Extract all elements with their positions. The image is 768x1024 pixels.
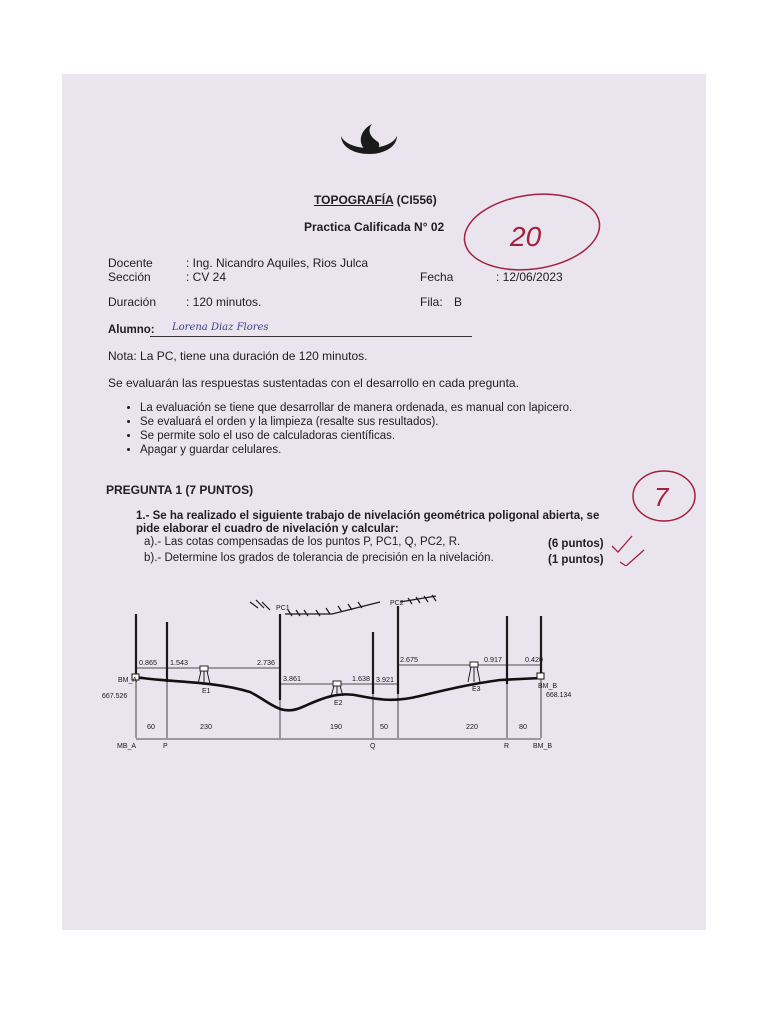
pc2-hatch: [400, 595, 436, 604]
distance-label: 60: [147, 722, 155, 731]
course-title: [314, 193, 437, 207]
question1-item-a: a).- Las cotas compensadas de los puntos P, PC1, Q, PC2, R.: [144, 536, 461, 548]
distance-label: 80: [519, 722, 527, 731]
reading-label: 1.543: [170, 658, 188, 667]
rules-list: [122, 401, 572, 457]
station-label: E1: [202, 688, 211, 695]
bm-a-label: BM_A: [118, 677, 138, 684]
fecha-value: : 12/06/2023: [496, 270, 563, 284]
fecha-label: Fecha: [420, 270, 454, 284]
question1-item-b: b).- Determine los grados de tolerancia de precisión en la nivelación.: [144, 552, 494, 564]
university-logo: [338, 122, 400, 166]
bm-b-elevation: 668.134: [546, 692, 572, 699]
exam-title: Practica Calificada N° 02: [304, 220, 445, 234]
point-label: BM_B: [533, 743, 553, 750]
reading-label: 3.861: [283, 674, 301, 683]
distance-label: 190: [330, 722, 342, 731]
alumno-signature: Lorena Diaz Flores: [172, 322, 269, 333]
point-label: Q: [370, 743, 376, 750]
list-item: • Se evaluará el orden y la limpieza (resalte sus resultados).: [140, 415, 572, 429]
bm-b-label: BM_B: [538, 683, 558, 690]
docente-value: : Ing. Nicandro Aquiles, Rios Julca: [186, 256, 369, 270]
question1-item-a-points: (6 puntos): [548, 538, 604, 550]
alumno-line: [150, 336, 472, 337]
course-code: (CI556): [393, 193, 437, 207]
exam-paper: [62, 74, 706, 930]
total-grade-text: 20: [510, 221, 542, 252]
reading-label: 3.921: [376, 675, 394, 684]
bm-b-marker: [537, 673, 544, 679]
reading-label: 1.638: [352, 674, 370, 683]
reading-label: 2.675: [400, 655, 418, 664]
seccion-label: Sección: [108, 270, 151, 284]
checkmark-icon: [610, 532, 650, 566]
station-label: E2: [334, 700, 343, 707]
distance-label: 220: [466, 722, 478, 731]
total-grade-mark: [458, 184, 608, 274]
station-label: E3: [472, 686, 481, 693]
question-grade-mark: [630, 466, 700, 526]
reading-label: 0.865: [139, 658, 157, 667]
alumno-label: Alumno:: [108, 324, 155, 336]
list-item: • La evaluación se tiene que desarrollar de manera ordenada, es manual con lapicero.: [140, 401, 572, 415]
pc2-label: PC2: [390, 600, 404, 607]
note-evaluation: Se evaluarán las respuestas sustentadas con el desarrollo en cada pregunta.: [108, 376, 519, 390]
question1-statement-1: 1.- Se ha realizado el siguiente trabajo de nivelación geométrica poligonal abierta, se: [136, 510, 600, 522]
list-item: • Se permite solo el uso de calculadoras científicas.: [140, 429, 572, 443]
leveling-profile-diagram: [100, 592, 620, 752]
pc1-label: PC1: [276, 605, 290, 612]
seccion-value: : CV 24: [186, 270, 227, 284]
question-grade-text: 7: [654, 482, 669, 512]
reading-label: 0.420: [525, 655, 543, 664]
duracion-value: : 120 minutos.: [186, 295, 262, 309]
distance-label: 50: [380, 722, 388, 731]
reading-label: 2.736: [257, 658, 275, 667]
question1-statement-2: pide elaborar el cuadro de nivelación y calcular:: [136, 523, 399, 535]
bm-a-elevation: 667.526: [102, 693, 128, 700]
fila-value: B: [454, 295, 463, 309]
note-duration: Nota: La PC, tiene una duración de 120 minutos.: [108, 349, 368, 363]
question1-heading: PREGUNTA 1 (7 PUNTOS): [106, 483, 254, 497]
station-e3-instrument: [468, 662, 480, 682]
question1-item-b-points: (1 puntos): [548, 554, 604, 566]
point-label: P: [163, 743, 168, 750]
list-item: • Apagar y guardar celulares.: [140, 443, 572, 457]
point-label: R: [504, 743, 510, 750]
docente-label: Docente: [108, 256, 153, 270]
pc1-hatch: [250, 600, 380, 616]
duracion-label: Duración: [108, 295, 157, 309]
distance-label: 230: [200, 722, 212, 731]
course-name: TOPOGRAFÍA: [314, 193, 394, 207]
point-label: MB_A: [117, 743, 137, 750]
fila-label: Fila:: [420, 295, 443, 309]
station-e1-instrument: [198, 666, 210, 684]
reading-label: 0.917: [484, 655, 502, 664]
